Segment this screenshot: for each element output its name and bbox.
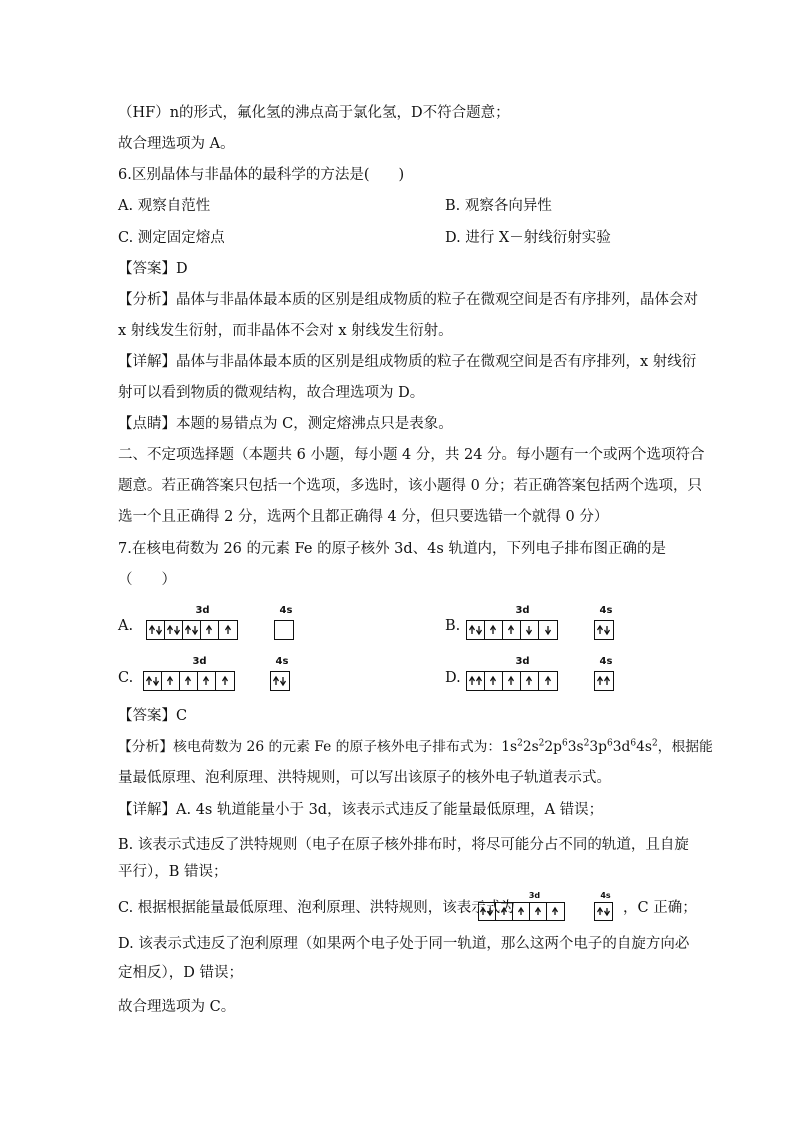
diagram-a-3d-orbitals <box>146 620 238 640</box>
diagram-c-4s-label: 4s <box>275 656 289 667</box>
section-2-text: 题意。若正确答案只包括一个选项，多选时，该小题得 0 分；若正确答案包括两个选项，只 <box>118 478 702 494</box>
orbital-box <box>503 621 521 639</box>
analysis-6-cont: x 射线发生衍射，而非晶体不会对 x 射线发生衍射。 <box>118 323 453 339</box>
detail-7-b: B. 该表示式违反了洪特规则（电子在原子核外排布时，将尽可能分占不同的轨道，且自旋 <box>118 837 689 853</box>
electron-arrows <box>222 674 229 688</box>
analysis-7-cont: 量最低原理、泡利原理、洪特规则，可以写出该原子的核外电子轨道表示式。 <box>118 770 611 786</box>
diagram-b-3d-orbitals <box>466 620 558 640</box>
electron-arrows <box>469 674 483 688</box>
detail-6: 【详解】晶体与非晶体最本质的区别是组成物质的粒子在微观空间是否有序排列，x 射线衍 <box>118 354 697 370</box>
orbital-box <box>521 621 539 639</box>
diagram-a-label: A. <box>118 618 134 634</box>
electron-arrows <box>552 905 559 918</box>
orbital-box <box>147 621 165 639</box>
config-text: 3p <box>589 739 607 755</box>
electron-arrows <box>526 674 533 688</box>
electron-arrows <box>203 674 210 688</box>
config-sup: 2 <box>651 738 658 749</box>
orbital-box <box>595 672 613 690</box>
config-text: 3d <box>612 739 631 755</box>
diagram-d-label: D. <box>445 670 461 686</box>
electron-arrows <box>545 623 552 637</box>
text-line: （HF）n的形式，氟化氢的沸点高于氯化氢，D不符合题意； <box>118 105 510 121</box>
electron-arrows <box>508 623 515 637</box>
config-sup: 2 <box>538 738 545 749</box>
orbital-box <box>496 903 513 920</box>
diagram-b-4s-label: 4s <box>599 605 613 616</box>
orbital-box <box>503 672 521 690</box>
orbital-box <box>485 672 503 690</box>
electron-arrows <box>146 674 160 688</box>
orbital-box <box>271 672 289 690</box>
electron-arrows <box>535 905 542 918</box>
orbital-box <box>467 672 485 690</box>
diagram-d-3d-label: 3d <box>515 656 530 667</box>
config-sup: 6 <box>630 738 637 749</box>
option-d: D. 进行 X－射线衍射实验 <box>445 230 611 246</box>
diagram-b-4s-orbital <box>594 620 614 640</box>
detail-7-d-cont: 定相反），D 错误； <box>118 965 243 981</box>
answer-7: 【答案】C <box>118 708 188 724</box>
orbital-box <box>162 672 180 690</box>
electron-arrows <box>185 674 192 688</box>
diagram-a-4s-label: 4s <box>279 605 293 616</box>
diagram-c-3d-orbitals <box>143 671 235 691</box>
electron-arrows <box>501 905 508 918</box>
config-sup: 6 <box>562 738 568 749</box>
orbital-box <box>180 672 198 690</box>
analysis-6: 【分析】晶体与非晶体最本质的区别是组成物质的粒子在微观空间是否有序排列，晶体会对 <box>118 292 698 308</box>
electron-arrows <box>545 674 552 688</box>
analysis-7-suffix: ，根据能 <box>657 739 713 755</box>
electron-arrows <box>167 623 181 637</box>
question-7-paren: （ ） <box>118 572 176 588</box>
orbital-box <box>183 621 201 639</box>
electron-arrows <box>508 674 515 688</box>
inline-4s-orbital <box>594 902 613 921</box>
electron-arrows <box>490 674 497 688</box>
detail-7: 【详解】A. 4s 轨道能量小于 3d，该表示式违反了能量最低原理，A 错误； <box>118 802 604 818</box>
diagram-a-3d-label: 3d <box>195 605 210 616</box>
note-6: 【点睛】本题的易错点为 C，测定熔沸点只是表象。 <box>118 416 453 432</box>
orbital-box <box>595 621 613 639</box>
orbital-box <box>216 672 234 690</box>
orbital-box <box>530 903 547 920</box>
orbital-box <box>198 672 216 690</box>
question-7: 7.在核电荷数为 26 的元素 Fe 的原子核外 3d、4s 轨道内，下列电子排布图正确的是 <box>118 541 666 557</box>
option-b: B. 观察各向异性 <box>445 198 552 214</box>
electron-arrows <box>597 623 611 637</box>
section-2-heading: 二、不定项选择题（本题共 6 小题，每小题 4 分，共 24 分。每小题有一个或两个选项符合 <box>118 447 705 463</box>
config-text: 2p <box>544 739 563 755</box>
diagram-c-4s-orbital <box>270 671 290 691</box>
electron-arrows <box>490 623 497 637</box>
inline-3d-orbitals <box>478 902 565 921</box>
config-text: 3s <box>567 739 584 755</box>
diagram-b-3d-label: 3d <box>515 605 530 616</box>
analysis-7-prefix: 【分析】核电荷数为 26 的元素 Fe 的原子核外电子排布式为：1s <box>118 739 518 755</box>
orbital-box <box>201 621 219 639</box>
config-text: 4s <box>636 739 652 755</box>
orbital-box <box>219 621 237 639</box>
text-line: 故合理选项为 A。 <box>118 136 235 152</box>
orbital-box <box>547 903 564 920</box>
electron-arrows <box>597 674 611 688</box>
electron-arrows <box>480 905 494 918</box>
config-text: 2s <box>522 739 539 755</box>
detail-7-d: D. 该表示式违反了泡利原理（如果两个电子处于同一轨道，那么这两个电子的自旋方向必 <box>118 936 690 952</box>
detail-7-c-end: ，C 正确； <box>623 900 697 916</box>
diagram-d-3d-orbitals <box>466 671 558 691</box>
inline-3d-label: 3d <box>528 891 541 900</box>
config-sup: 2 <box>583 738 590 749</box>
diagram-d-4s-orbital <box>594 671 614 691</box>
electron-arrows <box>526 623 533 637</box>
detail-6-cont: 射可以看到物质的微观结构，故合理选项为 D。 <box>118 385 425 401</box>
inline-4s-label: 4s <box>600 891 611 900</box>
config-sup: 2 <box>517 738 523 749</box>
detail-7-b-cont: 平行），B 错误； <box>118 864 228 880</box>
electron-arrows <box>206 623 213 637</box>
orbital-box <box>513 903 530 920</box>
orbital-box <box>521 672 539 690</box>
electron-arrows <box>469 623 483 637</box>
orbital-box <box>479 903 496 920</box>
orbital-box <box>539 672 557 690</box>
electron-arrows <box>273 674 287 688</box>
electron-arrows <box>167 674 174 688</box>
orbital-box <box>485 621 503 639</box>
orbital-box <box>144 672 162 690</box>
conclusion-7: 故合理选项为 C。 <box>118 999 236 1015</box>
diagram-c-label: C. <box>118 670 134 686</box>
config-sup: 6 <box>606 738 613 749</box>
diagram-a-4s-orbital <box>274 620 294 640</box>
analysis-7 <box>118 737 713 757</box>
electron-arrows <box>185 623 199 637</box>
electron-arrows <box>597 905 611 918</box>
section-2-text: 选一个且正确得 2 分，选两个且都正确得 4 分，但只要选错一个就得 0 分） <box>118 509 609 525</box>
diagram-d-4s-label: 4s <box>599 656 613 667</box>
option-a: A. 观察自范性 <box>118 198 211 214</box>
detail-7-c: C. 根据根据能量最低原理、泡利原理、洪特规则，该表示式为 <box>118 900 515 916</box>
diagram-c-3d-label: 3d <box>192 656 207 667</box>
question-6: 6.区别晶体与非晶体的最科学的方法是( ) <box>118 167 405 183</box>
orbital-box <box>275 621 293 639</box>
electron-arrows <box>518 905 525 918</box>
electron-arrows <box>149 623 163 637</box>
answer-6: 【答案】D <box>118 261 188 277</box>
electron-arrows <box>225 623 232 637</box>
orbital-box <box>467 621 485 639</box>
orbital-box <box>539 621 557 639</box>
orbital-box <box>165 621 183 639</box>
option-c: C. 测定固定熔点 <box>118 230 225 246</box>
orbital-box <box>595 903 612 920</box>
diagram-b-label: B. <box>445 618 461 634</box>
